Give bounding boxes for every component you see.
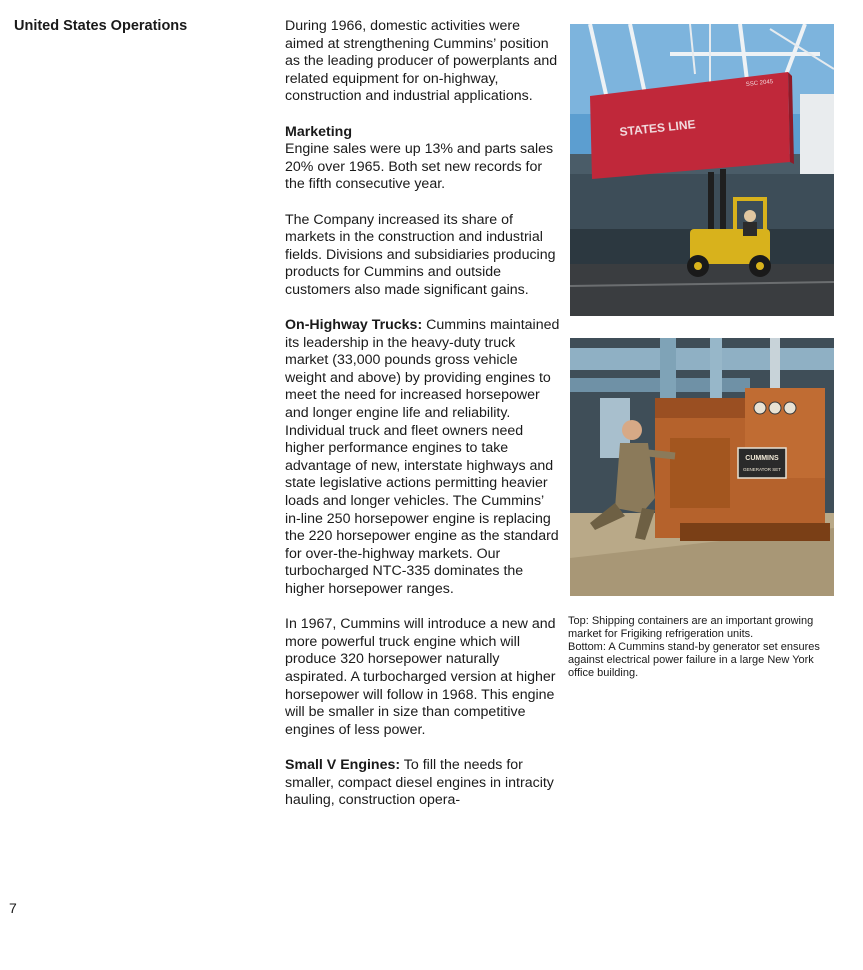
- small-v-lead: Small V Engines:: [285, 756, 401, 773]
- container-code: SSC 2045: [745, 79, 774, 88]
- outlook-1967-paragraph: In 1967, Cummins will introduce a new and more powerful truck engine which will produce 320 horsepower naturally aspirated. A turbocharged version at higher horsepower will follow in 1968. This engine will be smaller in size than competitive engines of less power.: [285, 616, 556, 738]
- small-v-text: To fill the needs for smaller, compact diesel engines in intracity hauling, construction opera-: [285, 756, 554, 809]
- generator-badge-type: GENERATOR SET: [742, 467, 782, 472]
- body-column: [285, 18, 560, 827]
- container-label: STATES LINE: [618, 117, 697, 139]
- generator-badge-brand: CUMMINS: [745, 455, 779, 462]
- on-highway-lead: On-Highway Trucks:: [285, 317, 423, 334]
- section-title: United States Operations: [14, 18, 188, 34]
- shipping-container-illustration: [570, 24, 834, 316]
- page-number: 7: [9, 900, 17, 916]
- caption-bottom: Bottom: A Cummins stand-by generator set ensures against electrical power failure in a large New York office building.: [568, 641, 820, 679]
- photo-generator: [570, 338, 834, 596]
- marketing-paragraph-2: The Company increased its share of markets in the construction and industrial fields. Divisions and subsidiaries producing products for Cummins and outside customers also made significant gains.: [285, 211, 556, 298]
- intro-paragraph: During 1966, domestic activities were aimed at strengthening Cummins’ position as the leading producer of powerplants and related equipment for on-highway, construction and industrial applications.: [285, 18, 558, 105]
- generator-illustration: [570, 338, 834, 596]
- on-highway-paragraph: [285, 317, 560, 599]
- photo-shipping-container: [570, 24, 834, 316]
- photo-caption: [568, 615, 828, 680]
- small-v-paragraph: [285, 757, 560, 810]
- marketing-paragraph-1: Engine sales were up 13% and parts sales 20% over 1965. Both set new records for the fifth consecutive year.: [285, 141, 554, 193]
- caption-top: Top: Shipping containers are an important growing market for Frigiking refrigeration units.: [568, 615, 814, 640]
- on-highway-text: Cummins maintained its leadership in the heavy-duty truck market (33,000 pounds gross vehicle weight and above) by providing engines to meet the need for increased horsepower and longer engine life and reliability. Individual truck and fleet owners need higher performance engines to take advantage of new, interstate highways and state legislative actions permitting heavier loads and longer vehicles. The Cummins’ in-line 250 horsepower engine is replacing the 220 horsepower engine as the standard for over-the-highway markets. Our turbocharged NTC-335 dominates the higher horsepower ranges.: [285, 317, 560, 597]
- marketing-heading: Marketing: [285, 123, 353, 140]
